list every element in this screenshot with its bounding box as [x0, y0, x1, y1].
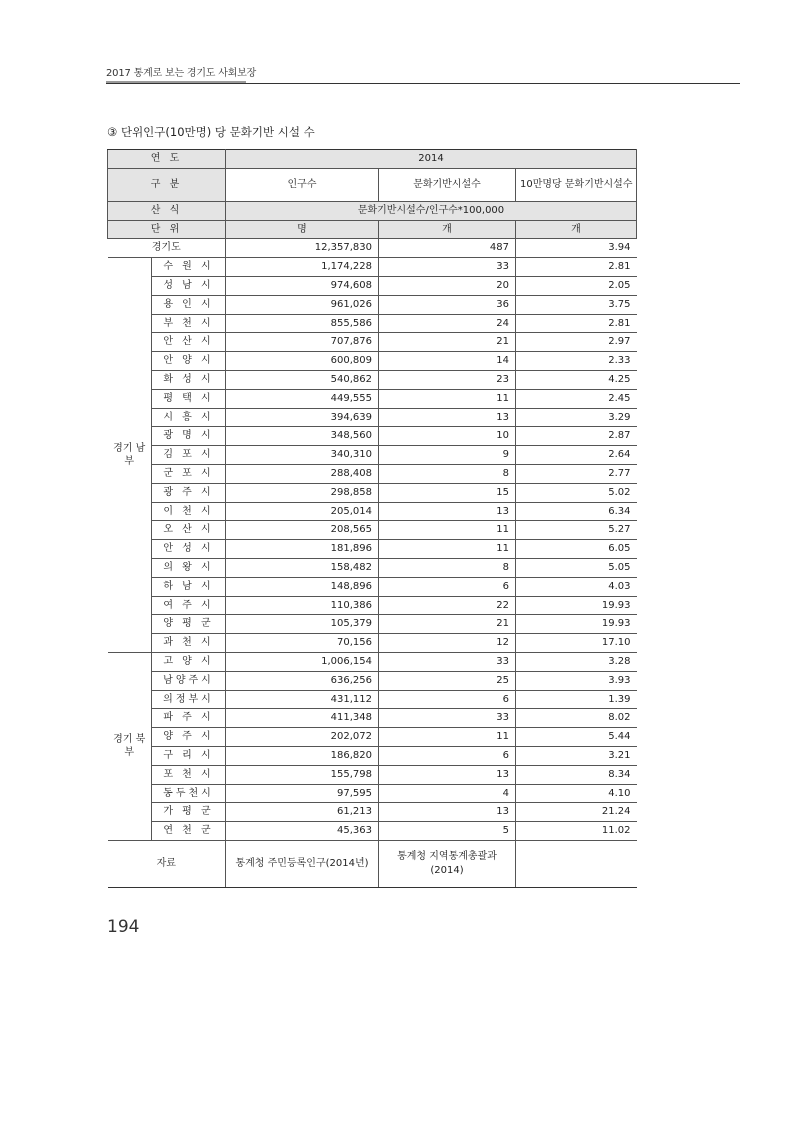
per100k-value: 2.45	[516, 389, 637, 408]
table-row	[108, 295, 637, 314]
facilities-value: 8	[379, 558, 516, 577]
facilities-value: 33	[379, 652, 516, 671]
per100k-value: 6.05	[516, 540, 637, 559]
facilities-value: 6	[379, 577, 516, 596]
city-name: 남양주시	[152, 671, 226, 690]
table-row	[108, 276, 637, 295]
facilities-value: 13	[379, 803, 516, 822]
per100k-value: 4.25	[516, 370, 637, 389]
population-value: 158,482	[226, 558, 379, 577]
per100k-value: 5.05	[516, 558, 637, 577]
facilities-value: 5	[379, 822, 516, 841]
total-population: 12,357,830	[226, 239, 379, 258]
facilities-value: 11	[379, 728, 516, 747]
region-label-north: 경기 북부	[108, 652, 152, 840]
city-name: 안 양 시	[152, 352, 226, 371]
city-name: 의 왕 시	[152, 558, 226, 577]
city-name: 오 산 시	[152, 521, 226, 540]
population-value: 540,862	[226, 370, 379, 389]
population-value: 707,876	[226, 333, 379, 352]
city-name: 의정부시	[152, 690, 226, 709]
facilities-value: 15	[379, 483, 516, 502]
formula-label: 산 식	[108, 201, 226, 220]
unit-facilities: 개	[379, 220, 516, 239]
facilities-value: 24	[379, 314, 516, 333]
per100k-value: 8.02	[516, 709, 637, 728]
city-name: 김 포 시	[152, 446, 226, 465]
table-row	[108, 464, 637, 483]
population-value: 186,820	[226, 746, 379, 765]
facilities-value: 23	[379, 370, 516, 389]
facilities-value: 11	[379, 389, 516, 408]
total-per100k: 3.94	[516, 239, 637, 258]
population-value: 110,386	[226, 596, 379, 615]
table-row	[108, 596, 637, 615]
city-name: 동두천시	[152, 784, 226, 803]
per100k-value: 1.39	[516, 690, 637, 709]
total-name: 경기도	[108, 239, 226, 258]
per100k-value: 2.97	[516, 333, 637, 352]
facilities-value: 14	[379, 352, 516, 371]
population-value: 181,896	[226, 540, 379, 559]
per100k-value: 2.05	[516, 276, 637, 295]
population-value: 855,586	[226, 314, 379, 333]
facilities-value: 33	[379, 709, 516, 728]
facilities-value: 21	[379, 333, 516, 352]
table-row	[108, 333, 637, 352]
population-value: 298,858	[226, 483, 379, 502]
table-row	[108, 784, 637, 803]
col-header-facilities: 문화기반시설수	[379, 168, 516, 201]
facilities-value: 12	[379, 634, 516, 653]
table-row	[108, 352, 637, 371]
source-population: 통계청 주민등록인구(2014년)	[226, 840, 379, 887]
city-name: 이 천 시	[152, 502, 226, 521]
population-value: 340,310	[226, 446, 379, 465]
table-row	[108, 671, 637, 690]
culture-facility-table	[107, 149, 637, 888]
table-row	[108, 746, 637, 765]
per100k-value: 2.77	[516, 464, 637, 483]
population-value: 1,006,154	[226, 652, 379, 671]
per100k-value: 17.10	[516, 634, 637, 653]
year-value: 2014	[226, 150, 637, 169]
per100k-value: 19.93	[516, 596, 637, 615]
city-name: 평 택 시	[152, 389, 226, 408]
per100k-value: 6.34	[516, 502, 637, 521]
city-name: 안 성 시	[152, 540, 226, 559]
table-row	[108, 314, 637, 333]
unit-label: 단 위	[108, 220, 226, 239]
city-name: 포 천 시	[152, 765, 226, 784]
city-name: 군 포 시	[152, 464, 226, 483]
per100k-value: 3.93	[516, 671, 637, 690]
table-row	[108, 483, 637, 502]
population-value: 155,798	[226, 765, 379, 784]
population-value: 45,363	[226, 822, 379, 841]
population-value: 70,156	[226, 634, 379, 653]
facilities-value: 20	[379, 276, 516, 295]
header-rule	[106, 83, 740, 84]
population-value: 431,112	[226, 690, 379, 709]
formula-value: 문화기반시설수/인구수*100,000	[226, 201, 637, 220]
per100k-value: 5.27	[516, 521, 637, 540]
table-row	[108, 389, 637, 408]
per100k-value: 11.02	[516, 822, 637, 841]
city-name: 고 양 시	[152, 652, 226, 671]
city-name: 과 천 시	[152, 634, 226, 653]
per100k-value: 2.64	[516, 446, 637, 465]
city-name: 파 주 시	[152, 709, 226, 728]
city-name: 성 남 시	[152, 276, 226, 295]
per100k-value: 8.34	[516, 765, 637, 784]
city-name: 용 인 시	[152, 295, 226, 314]
per100k-value: 3.29	[516, 408, 637, 427]
city-name: 광 명 시	[152, 427, 226, 446]
table-row	[108, 652, 637, 671]
table-row	[108, 615, 637, 634]
year-label: 연 도	[108, 150, 226, 169]
facilities-value: 13	[379, 408, 516, 427]
table-row	[108, 690, 637, 709]
per100k-value: 3.21	[516, 746, 637, 765]
city-name: 부 천 시	[152, 314, 226, 333]
facilities-value: 4	[379, 784, 516, 803]
source-per100k	[516, 840, 637, 887]
population-value: 974,608	[226, 276, 379, 295]
unit-per100k: 개	[516, 220, 637, 239]
table-row	[108, 502, 637, 521]
total-row	[108, 239, 637, 258]
population-value: 105,379	[226, 615, 379, 634]
city-name: 수 원 시	[152, 258, 226, 277]
population-value: 636,256	[226, 671, 379, 690]
city-name: 연 천 군	[152, 822, 226, 841]
unit-population: 명	[226, 220, 379, 239]
population-value: 202,072	[226, 728, 379, 747]
population-value: 411,348	[226, 709, 379, 728]
city-name: 양 주 시	[152, 728, 226, 747]
population-value: 208,565	[226, 521, 379, 540]
city-name: 양 평 군	[152, 615, 226, 634]
facilities-value: 9	[379, 446, 516, 465]
facilities-value: 11	[379, 521, 516, 540]
table-row	[108, 709, 637, 728]
total-facilities: 487	[379, 239, 516, 258]
per100k-value: 2.87	[516, 427, 637, 446]
facilities-value: 22	[379, 596, 516, 615]
facilities-value: 8	[379, 464, 516, 483]
population-value: 449,555	[226, 389, 379, 408]
city-name: 구 리 시	[152, 746, 226, 765]
per100k-value: 3.28	[516, 652, 637, 671]
table-row	[108, 803, 637, 822]
table-row	[108, 446, 637, 465]
source-row	[108, 840, 637, 887]
population-value: 600,809	[226, 352, 379, 371]
table-row	[108, 521, 637, 540]
table-row	[108, 258, 637, 277]
city-name: 화 성 시	[152, 370, 226, 389]
col-header-population: 인구수	[226, 168, 379, 201]
population-value: 348,560	[226, 427, 379, 446]
per100k-value: 4.10	[516, 784, 637, 803]
facilities-value: 33	[379, 258, 516, 277]
population-value: 288,408	[226, 464, 379, 483]
facilities-value: 13	[379, 502, 516, 521]
col-header-per100k: 10만명당 문화기반시설수	[516, 168, 637, 201]
per100k-value: 5.02	[516, 483, 637, 502]
facilities-value: 36	[379, 295, 516, 314]
section-title: ③ 단위인구(10만명) 당 문화기반 시설 수	[107, 125, 315, 139]
running-header: 2017 통계로 보는 경기도 사회보장	[106, 68, 257, 79]
table-row	[108, 370, 637, 389]
table-row	[108, 427, 637, 446]
facilities-value: 11	[379, 540, 516, 559]
city-name: 시 흥 시	[152, 408, 226, 427]
table-row	[108, 577, 637, 596]
table-row	[108, 540, 637, 559]
population-value: 394,639	[226, 408, 379, 427]
facilities-value: 25	[379, 671, 516, 690]
population-value: 961,026	[226, 295, 379, 314]
city-name: 여 주 시	[152, 596, 226, 615]
facilities-value: 13	[379, 765, 516, 784]
population-value: 97,595	[226, 784, 379, 803]
per100k-value: 3.75	[516, 295, 637, 314]
per100k-value: 2.33	[516, 352, 637, 371]
page-number: 194	[107, 917, 140, 937]
table-row	[108, 728, 637, 747]
table-row	[108, 765, 637, 784]
table-row	[108, 408, 637, 427]
city-name: 광 주 시	[152, 483, 226, 502]
per100k-value: 2.81	[516, 258, 637, 277]
per100k-value: 4.03	[516, 577, 637, 596]
category-label: 구 분	[108, 168, 226, 201]
population-value: 1,174,228	[226, 258, 379, 277]
facilities-value: 6	[379, 690, 516, 709]
per100k-value: 19.93	[516, 615, 637, 634]
population-value: 148,896	[226, 577, 379, 596]
city-name: 하 남 시	[152, 577, 226, 596]
facilities-value: 6	[379, 746, 516, 765]
per100k-value: 5.44	[516, 728, 637, 747]
source-label: 자료	[108, 840, 226, 887]
table-row	[108, 634, 637, 653]
city-name: 안 산 시	[152, 333, 226, 352]
table-row	[108, 558, 637, 577]
city-name: 가 평 군	[152, 803, 226, 822]
facilities-value: 21	[379, 615, 516, 634]
region-label-south: 경기 남부	[108, 258, 152, 653]
table-row	[108, 822, 637, 841]
population-value: 205,014	[226, 502, 379, 521]
facilities-value: 10	[379, 427, 516, 446]
per100k-value: 21.24	[516, 803, 637, 822]
population-value: 61,213	[226, 803, 379, 822]
per100k-value: 2.81	[516, 314, 637, 333]
source-facilities: 통계청 지역통계총괄과(2014)	[379, 840, 516, 887]
